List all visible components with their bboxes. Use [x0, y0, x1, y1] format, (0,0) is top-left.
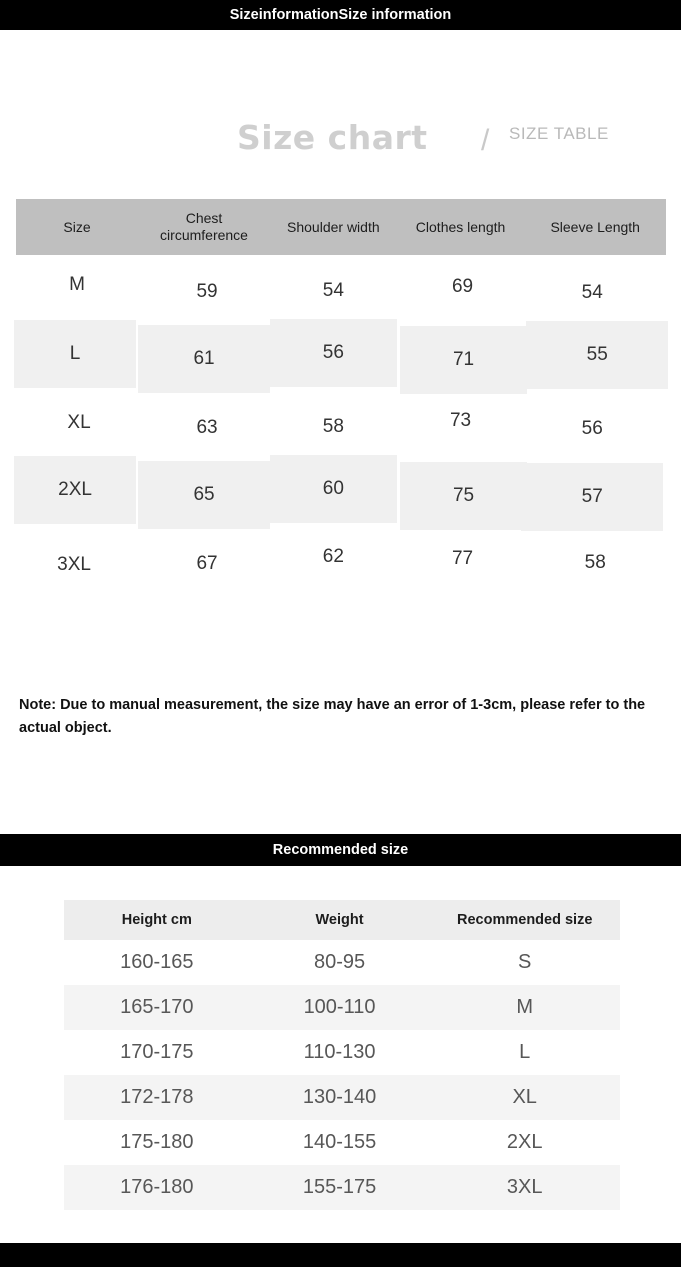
- table-row: [64, 985, 620, 1030]
- cell-weight: 140-155: [302, 1131, 377, 1153]
- cell-sleeve: 58: [584, 552, 606, 573]
- column-header-size: Size: [63, 218, 91, 235]
- cell-height: 170-175: [120, 1041, 194, 1063]
- table-row: [16, 255, 666, 323]
- size-table-subtitle: SIZE TABLE: [509, 124, 609, 143]
- measurement-note: Note: Due to manual measurement, the size may have an error of 1-3cm, please refer to the actual object.: [19, 697, 646, 736]
- cell-height: 165-170: [120, 996, 194, 1018]
- size-chart-table: [16, 199, 666, 595]
- column-header-recommended-size: Recommended size: [457, 912, 593, 928]
- size-chart-table-body: [16, 255, 666, 595]
- cell-recommended-size: S: [518, 951, 532, 973]
- cell-height: 176-180: [120, 1176, 194, 1198]
- cell-size: M: [69, 274, 85, 295]
- cell-recommended-size: 2XL: [506, 1131, 543, 1153]
- cell-size: 2XL: [58, 479, 92, 500]
- cell-recommended-size: 3XL: [506, 1176, 543, 1198]
- size-information-banner: [0, 0, 681, 30]
- cell-length: 69: [451, 276, 474, 297]
- recommended-size-table-body: [64, 940, 620, 1210]
- column-header-height-cm: Height cm: [121, 912, 192, 928]
- cell-sleeve: 56: [581, 418, 603, 439]
- cell-size: 3XL: [57, 554, 91, 575]
- title-slash-divider: /: [481, 124, 490, 157]
- cell-chest: 67: [196, 553, 218, 574]
- table-row: [16, 391, 666, 459]
- bottom-black-bar: [0, 1243, 681, 1267]
- column-header-chest-circumference: Chest circumference: [160, 210, 248, 243]
- recommended-size-table: [64, 900, 620, 1210]
- recommended-size-banner-text: Recommended size: [272, 842, 409, 858]
- cell-size: L: [69, 343, 81, 364]
- cell-recommended-size: M: [516, 996, 534, 1018]
- cell-sleeve: 57: [581, 486, 603, 507]
- table-header-row: [64, 900, 620, 940]
- table-row: [64, 1120, 620, 1165]
- cell-weight: 130-140: [302, 1086, 377, 1108]
- table-row: [64, 940, 620, 985]
- size-chart-table-head: [16, 199, 666, 255]
- cell-length: 77: [451, 548, 474, 569]
- cell-height: 175-180: [120, 1131, 194, 1153]
- cell-weight: 100-110: [303, 996, 376, 1018]
- column-header-clothes-length: Clothes length: [415, 218, 506, 235]
- cell-size: XL: [67, 412, 91, 433]
- cell-height: 172-178: [120, 1086, 194, 1108]
- cell-shoulder: 62: [322, 546, 344, 567]
- size-information-banner-text: SizeinformationSize information: [229, 7, 452, 23]
- cell-shoulder: 54: [322, 280, 344, 301]
- cell-sleeve: 55: [586, 344, 608, 365]
- table-header-row: [16, 199, 666, 255]
- cell-chest: 63: [196, 417, 218, 438]
- recommended-size-banner: [0, 834, 681, 866]
- table-row: [64, 1165, 620, 1210]
- cell-shoulder: 56: [322, 342, 344, 363]
- table-row: [64, 1030, 620, 1075]
- cell-chest: 61: [193, 348, 215, 369]
- table-row: [64, 1075, 620, 1120]
- cell-chest: 59: [196, 281, 218, 302]
- cell-shoulder: 58: [322, 416, 344, 437]
- table-row: [16, 459, 666, 527]
- cell-weight: 80-95: [313, 951, 366, 973]
- cell-sleeve: 54: [581, 282, 603, 303]
- cell-length: 73: [449, 410, 472, 431]
- column-header-sleeve-length: Sleeve Length: [550, 218, 640, 235]
- table-row: [16, 527, 666, 595]
- cell-weight: 110-130: [303, 1041, 376, 1063]
- cell-chest: 65: [193, 484, 215, 505]
- cell-shoulder: 60: [322, 478, 344, 499]
- size-chart-title: Size chart: [237, 118, 428, 157]
- cell-weight: 155-175: [302, 1176, 377, 1198]
- recommended-size-table-head: [64, 900, 620, 940]
- cell-height: 160-165: [120, 951, 194, 973]
- column-header-shoulder-width: Shoulder width: [287, 218, 380, 235]
- column-header-weight: Weight: [315, 912, 364, 928]
- cell-recommended-size: XL: [512, 1086, 537, 1108]
- cell-length: 75: [452, 485, 475, 506]
- size-chart-heading: [0, 118, 681, 188]
- cell-length: 71: [452, 349, 475, 370]
- cell-recommended-size: L: [519, 1041, 531, 1063]
- table-row: [16, 323, 666, 391]
